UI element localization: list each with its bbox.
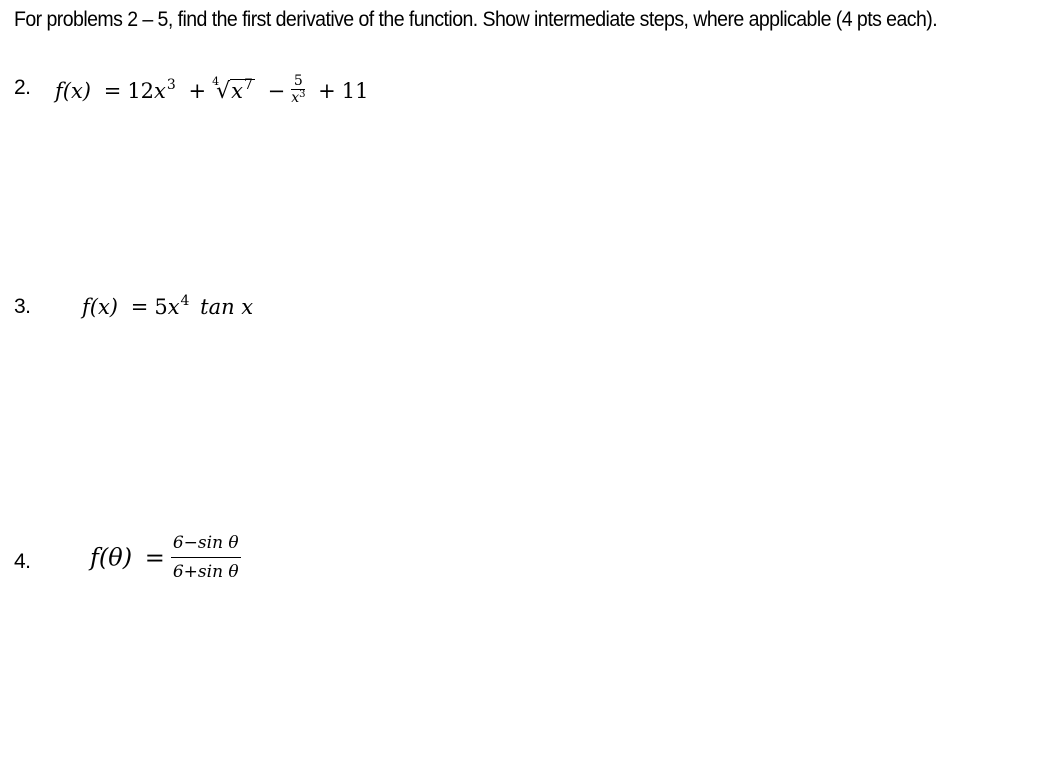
problem-2-equation [55, 73, 369, 109]
problem-2-root-index: 4 [212, 75, 220, 88]
problem-2-const: 11 [341, 79, 369, 103]
problem-2-root-exp: 7 [243, 77, 253, 93]
problem-4-equation [90, 533, 241, 582]
problem-3-var: x [167, 295, 180, 319]
problem-3-equation [82, 295, 253, 322]
problem-2-frac-den-exp: 3 [299, 89, 306, 100]
problem-3-coef: 5 [154, 295, 168, 319]
instructions-text: For problems 2 – 5, find the first derivative of the function. Show intermediate steps, where applicable (4 pts each). [14, 8, 938, 31]
problem-4-lhs: f(θ) [90, 543, 133, 572]
problem-2-plus1: + [188, 79, 207, 103]
problem-4-fraction [171, 533, 241, 582]
problem-2-lhs: f(x) [55, 79, 92, 103]
problem-2-equals: = [103, 79, 122, 103]
problem-3-number: 3. [14, 295, 31, 318]
problem-4-equals: = [144, 543, 165, 572]
problem-2-term1-coef: 12 [127, 79, 155, 103]
problem-2-radical [212, 75, 255, 105]
problem-4-numerator: 6−sin θ [171, 533, 241, 558]
problem-2-root-var: x [231, 79, 243, 103]
problem-4-denominator: 6+sin θ [172, 562, 239, 582]
problem-3-equals: = [130, 295, 149, 319]
problem-2-term1-var: x [154, 79, 166, 103]
problem-2-frac-num: 5 [291, 74, 305, 90]
problem-3-lhs: f(x) [82, 295, 119, 319]
problem-2-term1-exp: 3 [166, 77, 176, 93]
problem-2-frac-den-var: x [291, 90, 300, 106]
problem-2-plus2: + [318, 79, 336, 103]
problem-3-func: tan x [200, 295, 254, 319]
problem-2-minus: − [267, 79, 286, 103]
problem-2-number: 2. [14, 76, 31, 99]
problem-4-number: 4. [14, 550, 31, 573]
problem-3-exp: 4 [180, 293, 190, 309]
radical-sign-icon: √ [216, 79, 231, 104]
problem-2-fraction [291, 74, 305, 107]
